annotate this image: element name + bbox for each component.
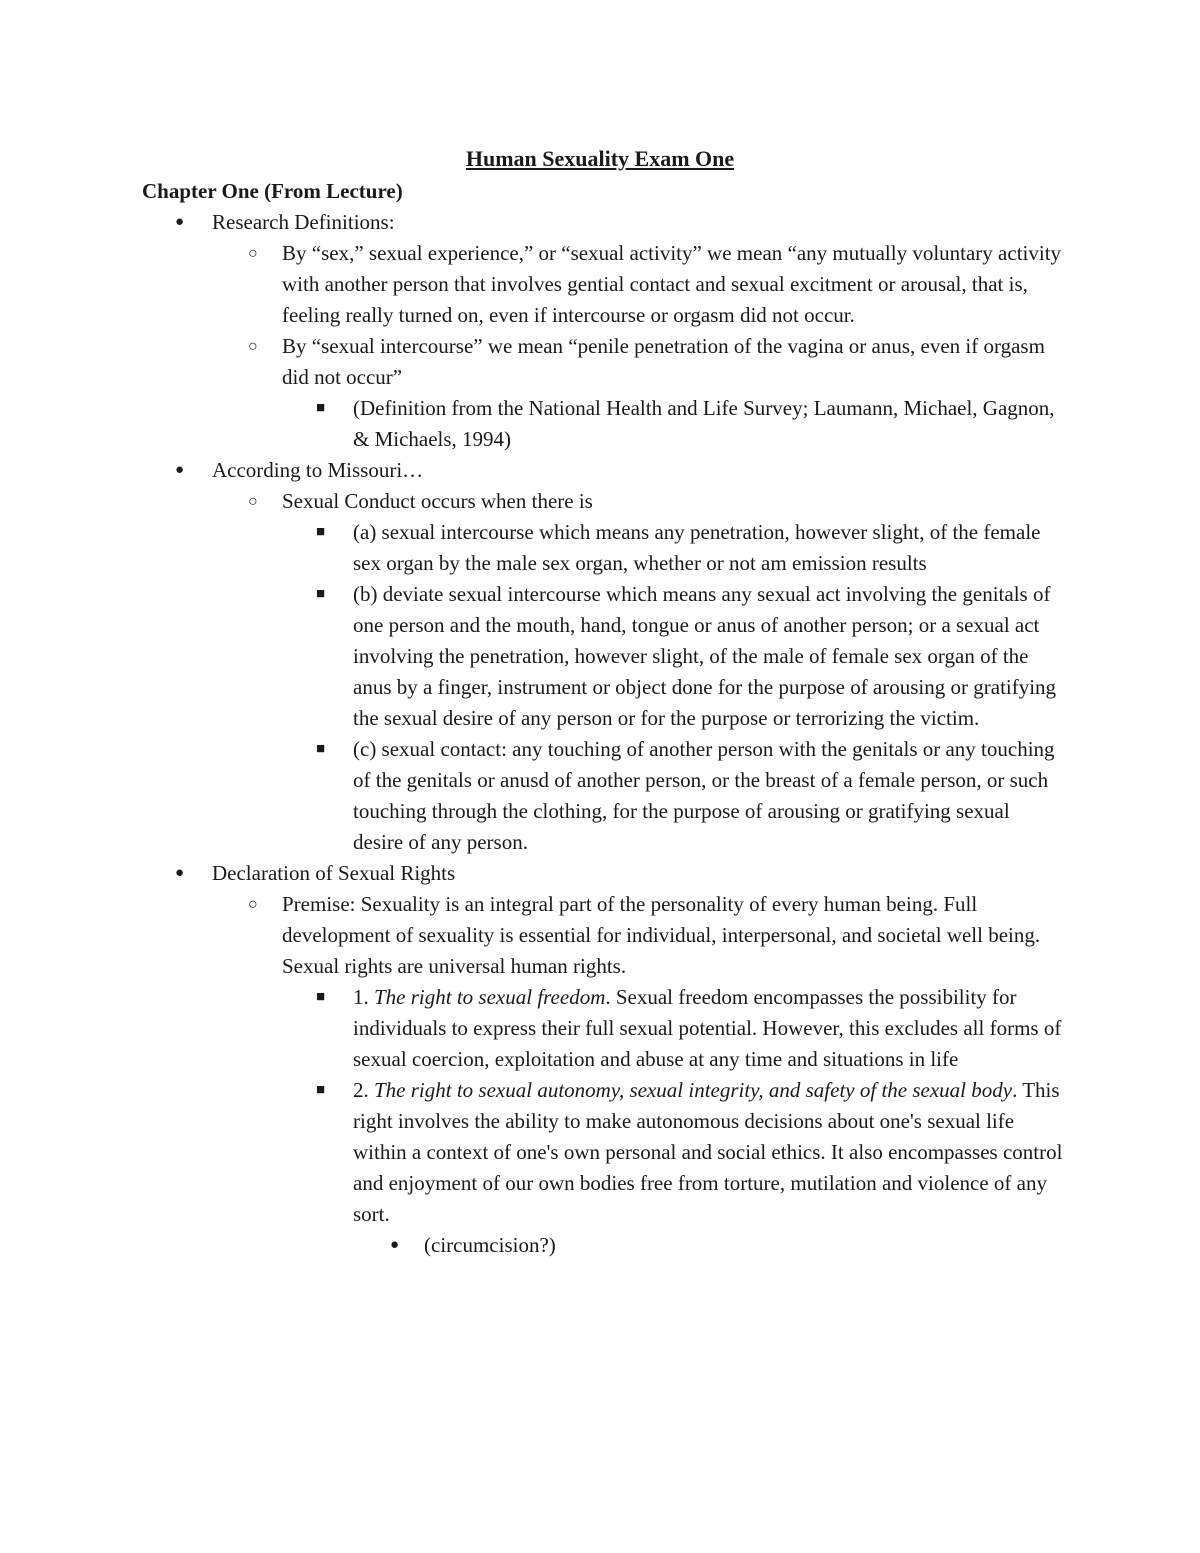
list-item-sexual-conduct — [0, 486, 1200, 517]
list-item-conduct-b — [0, 579, 1200, 734]
right-description: . Sexual freedom encompasses the possibility for individuals to express their full sexual potential. However, this excludes all forms of sexual coercion, exploitation and abuse at any time and situations in life — [353, 985, 1062, 1071]
list-item-right-1 — [0, 982, 1200, 1075]
item-text: By “sex,” sexual experience,” or “sexual activity” we mean “any mutually voluntary activity with another person that involves gential contact and sexual excitment or arousal, that is, feeling really turned on, even if intercourse or orgasm did not occur. — [282, 241, 1062, 327]
item-text: (b) deviate sexual intercourse which means any sexual act involving the genitals of one person and the mouth, hand, tongue or anus of another person; or a sexual act involving the penetration, however slight, of the male of female sex organ of the anus by a finger, instrument or object done for the purpose of arousing or gratifying the sexual desire of any person or for the purpose or terrorizing the victim. — [353, 582, 1057, 730]
bullet-icon: ● — [175, 462, 185, 478]
bullet-icon: ● — [390, 1237, 400, 1253]
item-text — [353, 1075, 1063, 1230]
square-bullet-icon: ■ — [316, 741, 326, 757]
circle-bullet-icon: ○ — [248, 245, 258, 262]
list-item-def-source — [0, 393, 1200, 455]
item-text: According to Missouri… — [212, 458, 424, 482]
square-bullet-icon: ■ — [316, 524, 326, 540]
item-text: Premise: Sexuality is an integral part of the personality of every human being. Full development of sexuality is essential for individual, interpersonal, and societal well being. Sexual rights are universal human rights. — [282, 892, 1041, 978]
item-text: (circumcision?) — [424, 1233, 556, 1257]
circle-bullet-icon: ○ — [248, 896, 258, 913]
document-title: Human Sexuality Exam One — [465, 146, 735, 171]
circle-bullet-icon: ○ — [248, 338, 258, 355]
item-text: By “sexual intercourse” we mean “penile penetration of the vagina or anus, even if orgasm did not occur” — [282, 334, 1045, 389]
item-text: (a) sexual intercourse which means any penetration, however slight, of the female sex organ by the male sex organ, whether or not am emission results — [353, 520, 1041, 575]
circle-bullet-icon: ○ — [248, 493, 258, 510]
list-item-conduct-c — [0, 734, 1200, 858]
right-title: The right to sexual autonomy, sexual integrity, and safety of the sexual body — [374, 1078, 1013, 1102]
right-description: . This right involves the ability to make autonomous decisions about one's sexual life within a context of one's own personal and social ethics. It also encompasses control and enjoyment of our own bodies free from torture, mutilation and violence of any sort. — [353, 1078, 1063, 1226]
square-bullet-icon: ■ — [316, 989, 326, 1005]
chapter-heading: Chapter One (From Lecture) — [142, 179, 403, 203]
item-text: Sexual Conduct occurs when there is — [282, 489, 593, 513]
item-text: (Definition from the National Health and Life Survey; Laumann, Michael, Gagnon, & Michaels, 1994) — [353, 396, 1055, 451]
item-text — [353, 982, 1063, 1075]
list-item-circumcision — [0, 1230, 1200, 1261]
list-item-research-definitions — [0, 207, 1200, 238]
list-item-conduct-a — [0, 517, 1200, 579]
square-bullet-icon: ■ — [316, 1082, 326, 1098]
right-number: 1. — [353, 985, 374, 1009]
list-item-premise — [0, 889, 1200, 982]
bullet-icon: ● — [175, 865, 185, 881]
right-number: 2. — [353, 1078, 374, 1102]
item-text: Declaration of Sexual Rights — [212, 861, 456, 885]
bullet-icon: ● — [175, 214, 185, 230]
list-item-missouri — [0, 455, 1200, 486]
notes-outline — [0, 207, 1200, 1261]
square-bullet-icon: ■ — [316, 586, 326, 602]
list-item-def-sex — [0, 238, 1200, 331]
item-text: Research Definitions: — [212, 210, 395, 234]
list-item-sexual-rights — [0, 858, 1200, 889]
right-title: The right to sexual freedom — [374, 985, 606, 1009]
item-text: (c) sexual contact: any touching of another person with the genitals or any touching of the genitals or anusd of another person, or the breast of a female person, or such touching through the clothing, for the purpose of arousing or gratifying sexual desire of any person. — [353, 737, 1055, 854]
list-item-right-2 — [0, 1075, 1200, 1230]
list-item-def-intercourse — [0, 331, 1200, 393]
square-bullet-icon: ■ — [316, 400, 326, 416]
